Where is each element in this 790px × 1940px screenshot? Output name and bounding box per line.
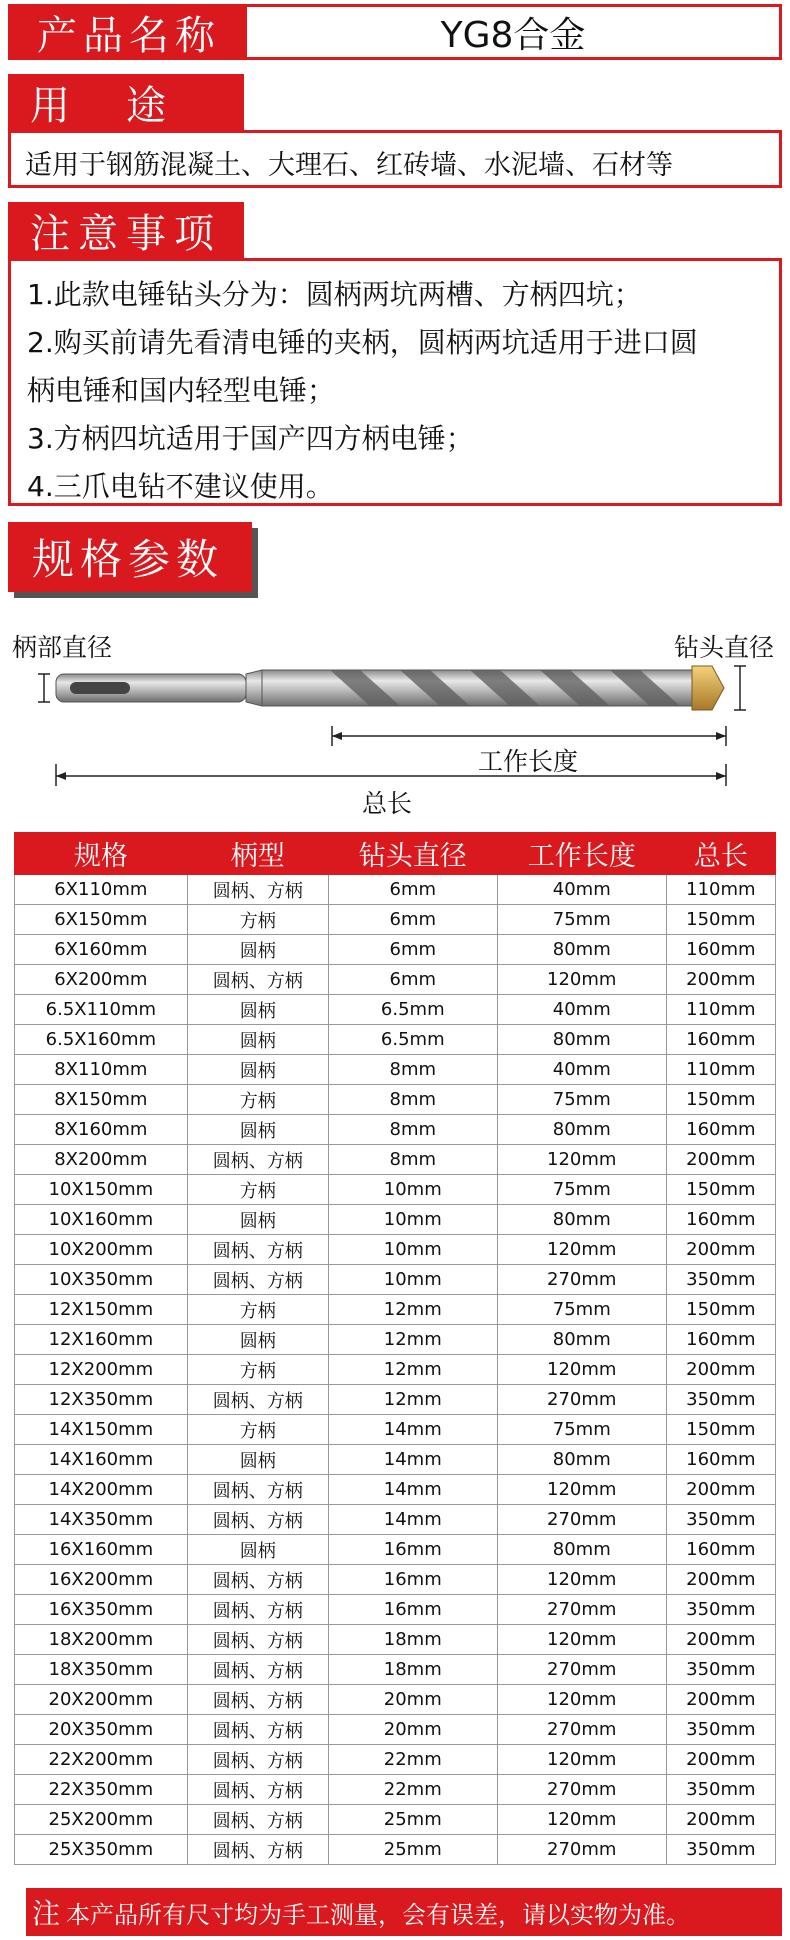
table-cell: 圆柄 (187, 995, 328, 1025)
table-cell: 150mm (666, 905, 775, 935)
table-cell: 8mm (328, 1055, 497, 1085)
table-cell: 12mm (328, 1385, 497, 1415)
table-cell: 20mm (328, 1685, 497, 1715)
table-cell: 120mm (497, 1805, 666, 1835)
table-cell: 圆柄、方柄 (187, 1835, 328, 1865)
table-cell: 圆柄、方柄 (187, 1805, 328, 1835)
table-cell: 8mm (328, 1085, 497, 1115)
table-cell: 200mm (666, 1805, 775, 1835)
table-cell: 160mm (666, 1025, 775, 1055)
table-cell: 圆柄 (187, 1115, 328, 1145)
table-row (15, 875, 776, 905)
notes-box (8, 258, 782, 506)
usage-text: 适用于钢筋混凝土、大理石、红砖墙、水泥墙、石材等 (25, 150, 673, 181)
table-row (15, 1355, 776, 1385)
header-working-length: 工作长度 (497, 833, 666, 875)
table-cell: 方柄 (187, 1295, 328, 1325)
drill-taper (246, 670, 262, 706)
table-cell: 14mm (328, 1415, 497, 1445)
table-cell: 12X200mm (15, 1355, 188, 1385)
table-cell: 270mm (497, 1385, 666, 1415)
table-cell: 圆柄 (187, 1025, 328, 1055)
table-cell: 22mm (328, 1775, 497, 1805)
table-cell: 圆柄、方柄 (187, 1475, 328, 1505)
table-cell: 圆柄 (187, 1055, 328, 1085)
header-shank-type: 柄型 (187, 833, 328, 875)
table-cell: 6.5mm (328, 1025, 497, 1055)
table-cell: 圆柄、方柄 (187, 875, 328, 905)
table-cell: 270mm (497, 1595, 666, 1625)
table-cell: 110mm (666, 1055, 775, 1085)
table-cell: 圆柄、方柄 (187, 1715, 328, 1745)
spec-table-body (15, 875, 776, 1865)
table-cell: 方柄 (187, 1355, 328, 1385)
table-cell: 方柄 (187, 1085, 328, 1115)
table-cell: 圆柄 (187, 1445, 328, 1475)
working-length-label: 工作长度 (478, 747, 579, 776)
table-cell: 14mm (328, 1475, 497, 1505)
table-cell: 200mm (666, 1625, 775, 1655)
table-cell: 6mm (328, 905, 497, 935)
table-row (15, 1025, 776, 1055)
notes-list (11, 261, 779, 521)
table-row (15, 1655, 776, 1685)
table-row (15, 1835, 776, 1865)
table-row (15, 1685, 776, 1715)
table-cell: 120mm (497, 1145, 666, 1175)
table-cell: 8X160mm (15, 1115, 188, 1145)
table-cell: 18mm (328, 1655, 497, 1685)
table-cell: 75mm (497, 905, 666, 935)
table-cell: 6.5mm (328, 995, 497, 1025)
table-row (15, 1295, 776, 1325)
header-spec: 规格 (15, 833, 188, 875)
table-cell: 圆柄、方柄 (187, 1655, 328, 1685)
spec-table-header (15, 833, 776, 875)
table-cell: 12mm (328, 1295, 497, 1325)
table-cell: 方柄 (187, 1415, 328, 1445)
table-cell: 120mm (497, 1475, 666, 1505)
table-cell: 22X200mm (15, 1745, 188, 1775)
table-row (15, 1265, 776, 1295)
table-cell: 14X200mm (15, 1475, 188, 1505)
table-cell: 270mm (497, 1715, 666, 1745)
table-cell: 350mm (666, 1835, 775, 1865)
table-cell: 10X160mm (15, 1205, 188, 1235)
shank-diameter-label: 柄部直径 (12, 633, 113, 662)
table-cell: 6X150mm (15, 905, 188, 935)
table-cell: 20X200mm (15, 1685, 188, 1715)
table-cell: 10mm (328, 1265, 497, 1295)
table-cell: 22X350mm (15, 1775, 188, 1805)
table-cell: 160mm (666, 1445, 775, 1475)
table-row (15, 1805, 776, 1835)
table-cell: 方柄 (187, 905, 328, 935)
header-bit-diameter: 钻头直径 (328, 833, 497, 875)
table-cell: 75mm (497, 1085, 666, 1115)
table-row (15, 1055, 776, 1085)
table-row (15, 1775, 776, 1805)
footer-notice (26, 1888, 782, 1936)
notice-text: 本产品所有尺寸均为手工测量，会有误差，请以实物为准。 (66, 1900, 690, 1929)
carbide-tip (692, 666, 724, 710)
table-cell: 120mm (497, 965, 666, 995)
table-cell: 350mm (666, 1385, 775, 1415)
table-cell: 110mm (666, 875, 775, 905)
table-cell: 150mm (666, 1295, 775, 1325)
table-cell: 10X150mm (15, 1175, 188, 1205)
usage-box (8, 130, 782, 188)
table-row (15, 965, 776, 995)
table-cell: 6mm (328, 965, 497, 995)
table-row (15, 1535, 776, 1565)
note-line: 4.三爪电钻不建议使用。 (27, 470, 334, 503)
table-cell: 12X350mm (15, 1385, 188, 1415)
table-cell: 40mm (497, 875, 666, 905)
table-cell: 8mm (328, 1145, 497, 1175)
table-cell: 160mm (666, 935, 775, 965)
note-line: 2.购买前请先看清电锤的夹柄，圆柄两坑适用于进口圆 (27, 326, 698, 359)
table-cell: 75mm (497, 1415, 666, 1445)
table-cell: 圆柄、方柄 (187, 1625, 328, 1655)
table-cell: 120mm (497, 1745, 666, 1775)
table-row (15, 1625, 776, 1655)
table-cell: 6mm (328, 875, 497, 905)
table-cell: 270mm (497, 1265, 666, 1295)
table-row (15, 1475, 776, 1505)
table-cell: 200mm (666, 965, 775, 995)
table-row (15, 1565, 776, 1595)
table-cell: 350mm (666, 1775, 775, 1805)
table-cell: 120mm (497, 1685, 666, 1715)
table-cell: 6.5X160mm (15, 1025, 188, 1055)
table-cell: 150mm (666, 1415, 775, 1445)
table-cell: 8mm (328, 1115, 497, 1145)
table-cell: 80mm (497, 1535, 666, 1565)
spec-table (14, 832, 776, 1865)
table-row (15, 1145, 776, 1175)
table-row (15, 1715, 776, 1745)
table-cell: 圆柄 (187, 935, 328, 965)
table-cell: 圆柄 (187, 1325, 328, 1355)
table-cell: 12mm (328, 1325, 497, 1355)
shank-slot (70, 682, 130, 694)
head-diameter-label: 钻头直径 (674, 633, 775, 662)
table-cell: 150mm (666, 1085, 775, 1115)
table-cell: 圆柄、方柄 (187, 1565, 328, 1595)
table-cell: 200mm (666, 1685, 775, 1715)
table-cell: 25X200mm (15, 1805, 188, 1835)
table-row (15, 1595, 776, 1625)
table-cell: 160mm (666, 1205, 775, 1235)
table-cell: 350mm (666, 1655, 775, 1685)
table-cell: 12X160mm (15, 1325, 188, 1355)
table-row (15, 1115, 776, 1145)
table-cell: 圆柄、方柄 (187, 1775, 328, 1805)
usage-heading: 用 途 (8, 74, 244, 130)
table-cell: 10mm (328, 1235, 497, 1265)
table-cell: 20mm (328, 1715, 497, 1745)
table-cell: 270mm (497, 1775, 666, 1805)
table-cell: 方柄 (187, 1175, 328, 1205)
table-cell: 200mm (666, 1145, 775, 1175)
table-cell: 40mm (497, 995, 666, 1025)
table-cell: 270mm (497, 1655, 666, 1685)
table-cell: 80mm (497, 1445, 666, 1475)
drill-bit-diagram (0, 660, 790, 790)
table-cell: 14mm (328, 1445, 497, 1475)
table-cell: 圆柄、方柄 (187, 1685, 328, 1715)
table-cell: 350mm (666, 1265, 775, 1295)
table-cell: 8X200mm (15, 1145, 188, 1175)
table-cell: 圆柄 (187, 1535, 328, 1565)
table-cell: 16X200mm (15, 1565, 188, 1595)
table-cell: 22mm (328, 1745, 497, 1775)
table-cell: 10X350mm (15, 1265, 188, 1295)
table-cell: 圆柄、方柄 (187, 1745, 328, 1775)
note-line: 柄电锤和国内轻型电锤； (27, 374, 336, 407)
table-cell: 350mm (666, 1715, 775, 1745)
table-cell: 10X200mm (15, 1235, 188, 1265)
table-row (15, 1175, 776, 1205)
table-cell: 圆柄、方柄 (187, 965, 328, 995)
table-row (15, 1325, 776, 1355)
table-cell: 16X350mm (15, 1595, 188, 1625)
total-length-label: 总长 (362, 789, 413, 818)
table-cell: 8X110mm (15, 1055, 188, 1085)
table-row (15, 1385, 776, 1415)
note-line: 3.方柄四坑适用于国产四方柄电锤； (27, 422, 474, 455)
product-name-label: 产品名称 (11, 7, 247, 57)
table-cell: 18X350mm (15, 1655, 188, 1685)
product-name-row (8, 4, 782, 60)
table-row (15, 1235, 776, 1265)
table-cell: 20X350mm (15, 1715, 188, 1745)
table-row (15, 1745, 776, 1775)
table-cell: 6X160mm (15, 935, 188, 965)
table-cell: 200mm (666, 1745, 775, 1775)
table-cell: 6mm (328, 935, 497, 965)
table-cell: 120mm (497, 1565, 666, 1595)
table-cell: 圆柄、方柄 (187, 1385, 328, 1415)
table-cell: 200mm (666, 1355, 775, 1385)
table-cell: 14X350mm (15, 1505, 188, 1535)
table-row (15, 1505, 776, 1535)
table-cell: 圆柄、方柄 (187, 1235, 328, 1265)
table-cell: 270mm (497, 1835, 666, 1865)
table-cell: 75mm (497, 1295, 666, 1325)
notice-mark: 注 (31, 1897, 60, 1930)
table-cell: 6X110mm (15, 875, 188, 905)
table-cell: 12mm (328, 1355, 497, 1385)
table-cell: 80mm (497, 1025, 666, 1055)
table-cell: 80mm (497, 1205, 666, 1235)
table-row (15, 1085, 776, 1115)
table-cell: 6X200mm (15, 965, 188, 995)
table-cell: 圆柄 (187, 1205, 328, 1235)
note-line: 1.此款电锤钻头分为：圆柄两坑两槽、方柄四坑； (27, 278, 642, 311)
table-cell: 16mm (328, 1595, 497, 1625)
table-row (15, 905, 776, 935)
table-cell: 120mm (497, 1355, 666, 1385)
table-row (15, 1205, 776, 1235)
table-cell: 110mm (666, 995, 775, 1025)
table-cell: 16mm (328, 1565, 497, 1595)
table-cell: 160mm (666, 1535, 775, 1565)
header-total-length: 总长 (666, 833, 775, 875)
table-cell: 14mm (328, 1505, 497, 1535)
table-cell: 14X160mm (15, 1445, 188, 1475)
table-cell: 12X150mm (15, 1295, 188, 1325)
table-cell: 圆柄、方柄 (187, 1145, 328, 1175)
table-cell: 25X350mm (15, 1835, 188, 1865)
table-row (15, 1415, 776, 1445)
table-cell: 圆柄、方柄 (187, 1505, 328, 1535)
table-cell: 200mm (666, 1475, 775, 1505)
table-cell: 18X200mm (15, 1625, 188, 1655)
table-cell: 圆柄、方柄 (187, 1265, 328, 1295)
table-cell: 160mm (666, 1325, 775, 1355)
table-cell: 14X150mm (15, 1415, 188, 1445)
table-row (15, 1445, 776, 1475)
table-cell: 40mm (497, 1055, 666, 1085)
table-cell: 16X160mm (15, 1535, 188, 1565)
table-cell: 150mm (666, 1175, 775, 1205)
table-cell: 200mm (666, 1235, 775, 1265)
table-cell: 8X150mm (15, 1085, 188, 1115)
table-cell: 80mm (497, 935, 666, 965)
table-cell: 80mm (497, 1325, 666, 1355)
table-cell: 350mm (666, 1595, 775, 1625)
table-cell: 10mm (328, 1205, 497, 1235)
notes-heading: 注意事项 (8, 202, 244, 258)
table-cell: 120mm (497, 1625, 666, 1655)
table-cell: 18mm (328, 1625, 497, 1655)
table-cell: 75mm (497, 1175, 666, 1205)
table-cell: 120mm (497, 1235, 666, 1265)
table-cell: 200mm (666, 1565, 775, 1595)
table-cell: 160mm (666, 1115, 775, 1145)
table-cell: 270mm (497, 1505, 666, 1535)
table-cell: 16mm (328, 1535, 497, 1565)
table-cell: 6.5X110mm (15, 995, 188, 1025)
table-cell: 25mm (328, 1805, 497, 1835)
table-row (15, 995, 776, 1025)
spec-heading: 规格参数 (8, 522, 252, 592)
table-cell: 350mm (666, 1505, 775, 1535)
table-cell: 圆柄、方柄 (187, 1595, 328, 1625)
table-cell: 25mm (328, 1835, 497, 1865)
table-cell: 80mm (497, 1115, 666, 1145)
table-row (15, 935, 776, 965)
table-cell: 10mm (328, 1175, 497, 1205)
product-name-value: YG8合金 (440, 14, 586, 56)
